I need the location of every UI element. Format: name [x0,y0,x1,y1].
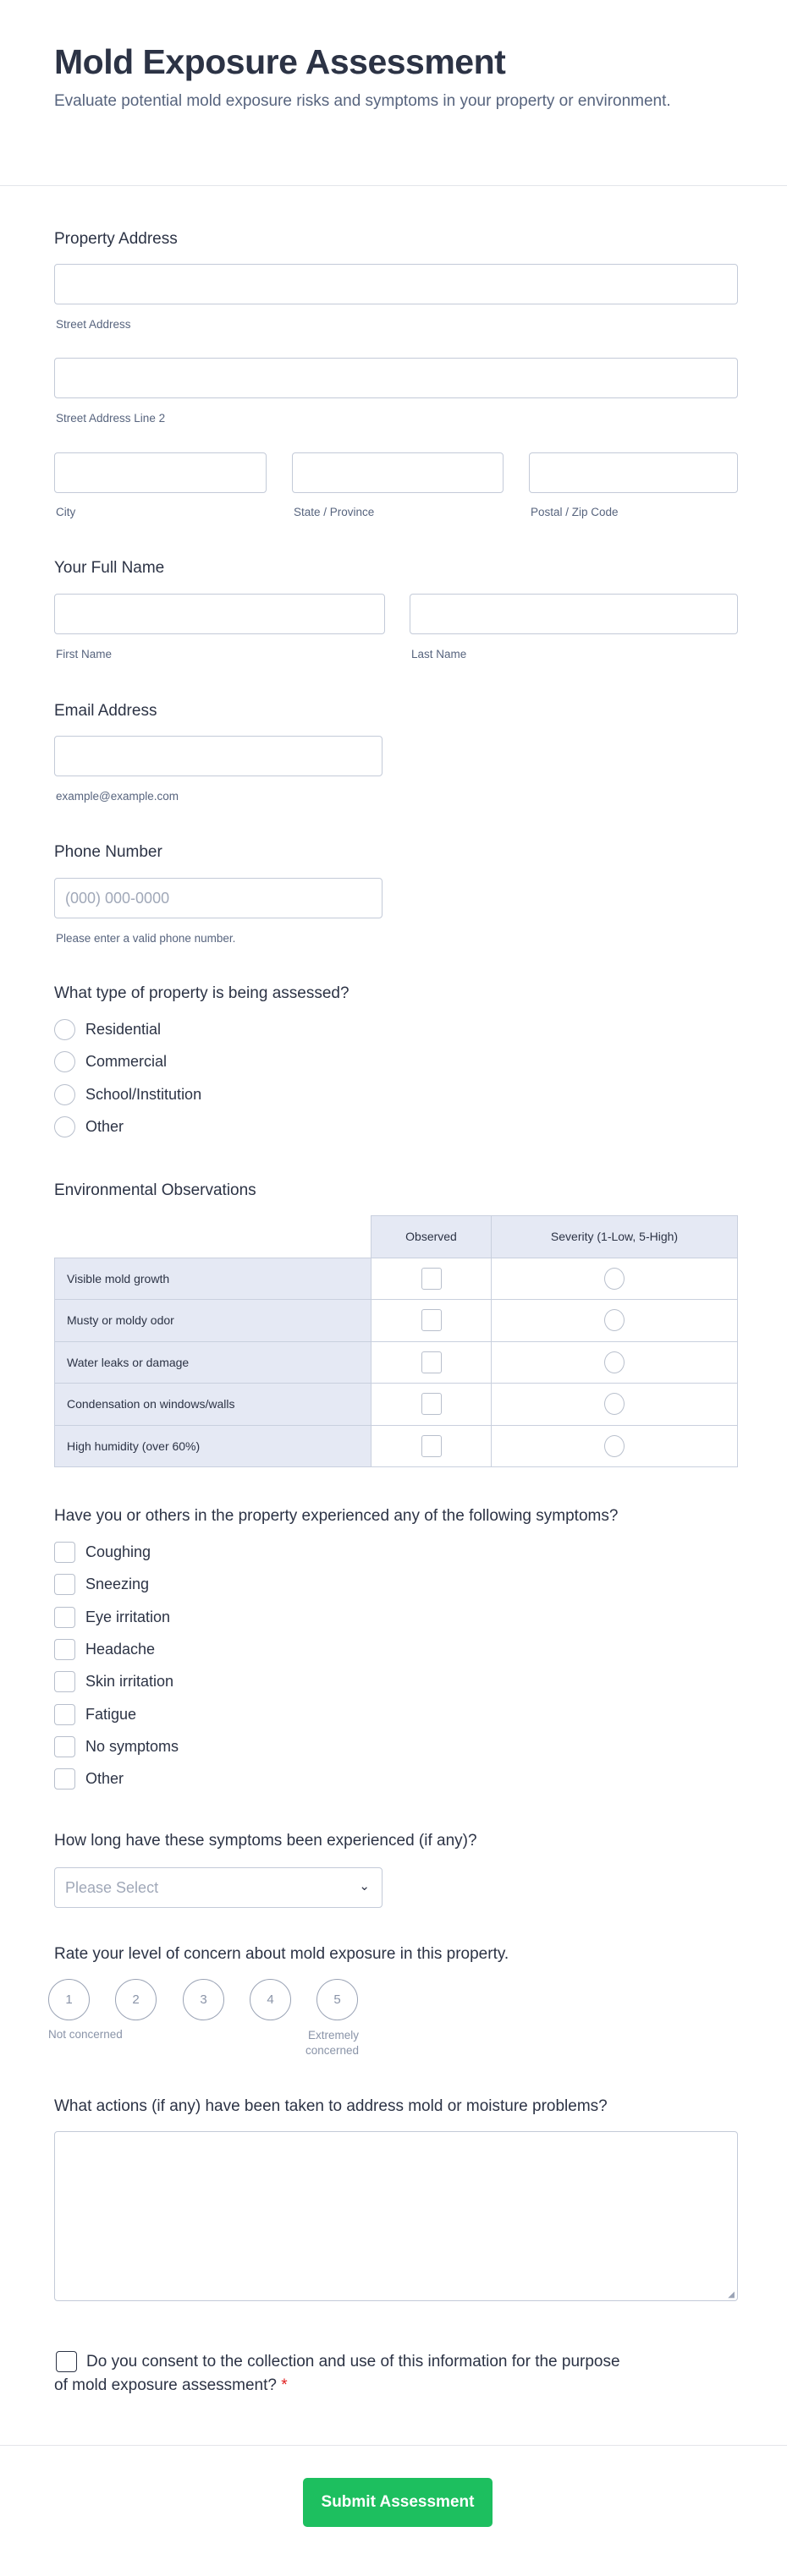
select-placeholder: Please Select [65,1879,159,1896]
phone-sublabel: Please enter a valid phone number. [56,932,236,945]
symptoms-label: Have you or others in the property experienced any of the following symptoms? [54,1507,619,1525]
street-address-input[interactable] [54,264,738,304]
last-name-sublabel: Last Name [411,648,467,660]
symptom-label: Fatigue [85,1705,137,1723]
symptom-label: Skin irritation [85,1673,174,1691]
symptom-checkbox[interactable] [54,1736,75,1757]
first-name-sublabel: First Name [56,648,113,660]
row-label: Water leaks or damage [55,1341,371,1384]
symptom-label: Sneezing [85,1576,150,1593]
severity-radio[interactable] [604,1268,625,1290]
street-address-line2-sublabel: Street Address Line 2 [56,412,166,425]
symptom-checkbox[interactable] [54,1671,75,1692]
symptom-label: Coughing [85,1543,151,1560]
duration-select[interactable] [54,1867,382,1908]
first-name-input[interactable] [54,594,385,634]
row-label: Condensation on windows/walls [55,1384,371,1426]
symptom-checkbox[interactable] [54,1574,75,1595]
phone-input[interactable]: (000) 000-0000 [54,878,382,918]
column-header: Observed [371,1216,492,1258]
row-label: Visible mold growth [55,1258,371,1300]
last-name-input[interactable] [410,594,738,634]
symptom-checkbox[interactable] [54,1639,75,1660]
symptom-checkbox[interactable] [54,1768,75,1789]
street-address-sublabel: Street Address [56,318,131,331]
divider [0,2445,787,2446]
required-mark: * [281,2376,288,2394]
page-title: Mold Exposure Assessment [54,42,506,81]
observations-matrix [54,1215,738,1467]
email-sublabel: example@example.com [56,790,179,803]
option-label: Residential [85,1021,162,1038]
street-address-line2-input[interactable] [54,358,738,398]
severity-radio[interactable] [604,1393,625,1415]
observed-checkbox[interactable] [421,1268,442,1290]
symptom-label: No symptoms [85,1737,179,1755]
email-label: Email Address [54,702,157,720]
radio-residential[interactable] [54,1019,75,1040]
symptom-checkbox[interactable] [54,1704,75,1725]
table-row [55,1425,738,1467]
duration-label: How long have these symptoms been experienced (if any)? [54,1832,477,1850]
table-row [55,1258,738,1300]
observed-checkbox[interactable] [421,1351,442,1373]
observed-checkbox[interactable] [421,1309,442,1331]
consent-text: Do you consent to the collection and use of this information for the purpose of mold exposure assessment? [54,2353,620,2394]
email-input[interactable] [54,736,382,776]
symptom-checkbox[interactable] [54,1607,75,1628]
rating-2[interactable]: 2 [115,1979,157,2020]
severity-radio[interactable] [604,1351,625,1373]
city-input[interactable] [54,452,267,493]
symptom-label: Headache [85,1640,156,1658]
row-label: High humidity (over 60%) [55,1425,371,1467]
full-name-label: Your Full Name [54,559,165,577]
page-description: Evaluate potential mold exposure risks and symptoms in your property or environment. [54,92,671,110]
property-type-label: What type of property is being assessed? [54,984,349,1002]
state-sublabel: State / Province [294,506,375,518]
state-input[interactable] [292,452,504,493]
rating-low-label: Not concerned [48,2028,123,2041]
row-label: Musty or moldy odor [55,1300,371,1342]
submit-button[interactable]: Submit Assessment [303,2478,493,2527]
rating-5[interactable]: 5 [316,1979,358,2020]
zip-sublabel: Postal / Zip Code [531,506,619,518]
radio-school[interactable] [54,1084,75,1105]
chevron-down-icon: ⌄ [359,1879,370,1894]
radio-commercial[interactable] [54,1051,75,1072]
consent-label [54,2350,630,2398]
concern-label: Rate your level of concern about mold exposure in this property. [54,1945,509,1963]
symptom-checkbox[interactable] [54,1542,75,1563]
divider [0,185,787,186]
option-label: Other [85,1118,124,1135]
zip-input[interactable] [529,452,738,493]
rating-3[interactable]: 3 [183,1979,224,2020]
phone-label: Phone Number [54,843,162,861]
option-label: School/Institution [85,1086,202,1103]
symptom-label: Other [85,1770,124,1788]
table-row [55,1384,738,1426]
observed-checkbox[interactable] [421,1393,442,1415]
actions-textarea[interactable] [54,2131,738,2301]
observations-label: Environmental Observations [54,1181,256,1199]
column-header: Severity (1-Low, 5-High) [492,1216,738,1258]
rating-1[interactable]: 1 [48,1979,90,2020]
severity-radio[interactable] [604,1309,625,1331]
resize-handle-icon[interactable]: ◢ [728,2290,735,2299]
severity-radio[interactable] [604,1435,625,1457]
symptom-label: Eye irritation [85,1608,171,1625]
rating-high-label: Extremely concerned [305,2029,359,2057]
observed-checkbox[interactable] [421,1435,442,1457]
property-address-label: Property Address [54,230,178,248]
table-row [55,1341,738,1384]
rating-4[interactable]: 4 [250,1979,291,2020]
actions-label: What actions (if any) have been taken to address mold or moisture problems? [54,2097,608,2115]
option-label: Commercial [85,1053,168,1070]
radio-other[interactable] [54,1116,75,1137]
table-row [55,1300,738,1342]
city-sublabel: City [56,506,76,518]
